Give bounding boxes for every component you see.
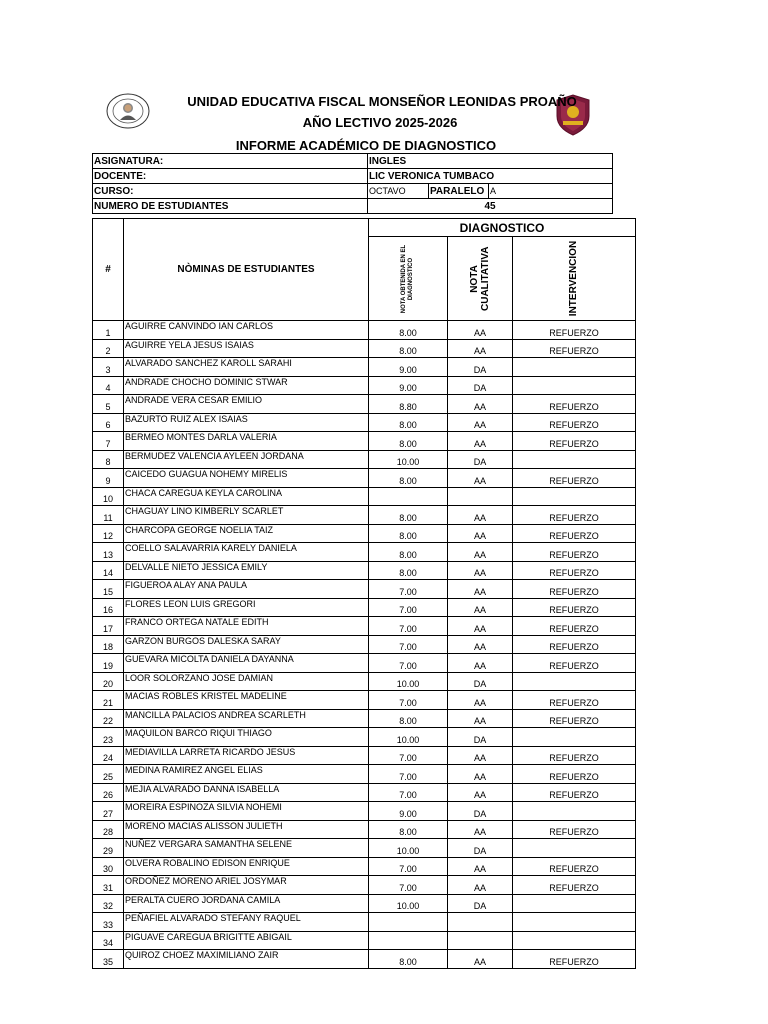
grade-value [369,931,448,950]
intervention-value [513,358,636,377]
student-name: AGUIRRE YELA JESUS ISAIAS [124,339,369,358]
grade-value: 7.00 [369,783,448,802]
grade-value: 8.00 [369,543,448,562]
table-row [93,820,636,839]
grade-value: 8.00 [369,524,448,543]
table-row [93,321,636,340]
student-name: BERMUDEZ VALENCIA AYLEEN JORDANA [124,450,369,469]
qualitative-value: AA [448,691,513,710]
table-row [93,894,636,913]
grade-value: 8.00 [369,950,448,969]
qualitative-value: AA [448,876,513,895]
table-row [93,395,636,414]
row-number: 1 [93,321,124,340]
student-name: BERMEO MONTES DARLA VALERIA [124,432,369,451]
intervention-value: REFUERZO [513,783,636,802]
grade-value: 8.00 [369,709,448,728]
student-name: MOREIRA ESPINOZA SILVIA NOHEMI [124,802,369,821]
qualitative-value [448,913,513,932]
qualitative-value: DA [448,802,513,821]
col-number-header: # [93,219,124,321]
intervention-value: REFUERZO [513,524,636,543]
grade-value: 7.00 [369,654,448,673]
intervention-value: REFUERZO [513,395,636,414]
qualitative-value: DA [448,376,513,395]
qualitative-value: DA [448,839,513,858]
qualitative-value: AA [448,635,513,654]
row-number: 18 [93,635,124,654]
row-number: 15 [93,580,124,599]
grade-value [369,487,448,506]
intervention-value: REFUERZO [513,432,636,451]
student-name: MEJIA ALVARADO DANNA ISABELLA [124,783,369,802]
qualitative-value: AA [448,746,513,765]
table-row [93,728,636,747]
qualitative-value: AA [448,820,513,839]
intervention-value [513,894,636,913]
intervention-value: REFUERZO [513,580,636,599]
school-year: AÑO LECTIVO 2025-2026 [302,115,458,130]
intervention-value [513,931,636,950]
intervention-value: REFUERZO [513,857,636,876]
qualitative-value: AA [448,506,513,525]
grade-value: 8.00 [369,561,448,580]
table-row [93,765,636,784]
student-name: MEDIAVILLA LARRETA RICARDO JESUS [124,746,369,765]
student-name: MORENO MACIAS ALISSON JULIETH [124,820,369,839]
qualitative-value: AA [448,783,513,802]
teacher-label: DOCENTE: [93,169,368,184]
col-intervention-header: INTERVENCION [513,237,636,321]
table-row [93,783,636,802]
qualitative-value: AA [448,339,513,358]
grade-value: 8.00 [369,339,448,358]
qualitative-value: AA [448,617,513,636]
table-row [93,432,636,451]
table-row [93,487,636,506]
subject-label: ASIGNATURA: [93,154,368,169]
grade-value: 7.00 [369,765,448,784]
intervention-value [513,839,636,858]
row-number: 9 [93,469,124,488]
grade-value: 10.00 [369,894,448,913]
subject-value: INGLES [368,154,613,169]
table-row [93,413,636,432]
qualitative-value: DA [448,894,513,913]
qualitative-value: AA [448,321,513,340]
student-name: PIGUAVE CAREGUA BRIGITTE ABIGAIL [124,931,369,950]
table-row [93,506,636,525]
row-number: 17 [93,617,124,636]
grade-value: 7.00 [369,598,448,617]
qualitative-value: AA [448,413,513,432]
student-name: OLVERA ROBALINO EDISON ENRIQUE [124,857,369,876]
grade-value: 8.00 [369,506,448,525]
col-grade-header: NOTA OBTENIDA EN EL DIAGNOSTICO [369,237,448,321]
row-number: 33 [93,913,124,932]
qualitative-value: AA [448,524,513,543]
qualitative-value: AA [448,598,513,617]
qualitative-value: AA [448,395,513,414]
intervention-value [513,802,636,821]
row-number: 27 [93,802,124,821]
student-name: DELVALLE NIETO JESSICA EMILY [124,561,369,580]
table-row [93,469,636,488]
intervention-value: REFUERZO [513,543,636,562]
intervention-value: REFUERZO [513,765,636,784]
table-row [93,913,636,932]
teacher-value: LIC VERONICA TUMBACO [368,169,613,184]
grade-value: 7.00 [369,857,448,876]
row-number: 21 [93,691,124,710]
qualitative-value: AA [448,469,513,488]
student-name: FLORES LEON LUIS GREGORI [124,598,369,617]
intervention-value [513,450,636,469]
col-names-header: NÒMINAS DE ESTUDIANTES [124,219,369,321]
table-row [93,524,636,543]
students-table [92,218,636,969]
grade-value: 7.00 [369,617,448,636]
qualitative-value: AA [448,950,513,969]
intervention-value: REFUERZO [513,339,636,358]
course-value: OCTAVO [368,184,429,199]
student-name: FRANCO ORTEGA NATALE EDITH [124,617,369,636]
student-name: PEÑAFIEL ALVARADO STEFANY RAQUEL [124,913,369,932]
intervention-value: REFUERZO [513,635,636,654]
row-number: 16 [93,598,124,617]
student-name: COELLO SALAVARRIA KARELY DANIELA [124,543,369,562]
grade-value: 9.00 [369,376,448,395]
grade-value: 7.00 [369,580,448,599]
table-row [93,950,636,969]
table-row [93,598,636,617]
grade-value: 9.00 [369,358,448,377]
qualitative-value: AA [448,857,513,876]
student-name: MANCILLA PALACIOS ANDREA SCARLETH [124,709,369,728]
row-number: 22 [93,709,124,728]
table-row [93,931,636,950]
intervention-value [513,913,636,932]
grade-value: 7.00 [369,635,448,654]
row-number: 5 [93,395,124,414]
row-number: 35 [93,950,124,969]
table-row [93,543,636,562]
course-info-table [92,153,613,214]
report-title: INFORME ACADÉMICO DE DIAGNOSTICO [235,138,497,153]
intervention-value: REFUERZO [513,413,636,432]
intervention-value: REFUERZO [513,321,636,340]
qualitative-value: AA [448,580,513,599]
grade-value: 10.00 [369,450,448,469]
student-name: MAQUILON BARCO RIQUI THIAGO [124,728,369,747]
grade-value: 8.00 [369,432,448,451]
qualitative-value [448,487,513,506]
intervention-value: REFUERZO [513,746,636,765]
student-name: ANDRADE CHOCHO DOMINIC STWAR [124,376,369,395]
row-number: 25 [93,765,124,784]
student-name: BAZURTO RUIZ ALEX ISAIAS [124,413,369,432]
grade-value: 7.00 [369,746,448,765]
grade-value: 10.00 [369,839,448,858]
student-name: GARZON BURGOS DALESKA SARAY [124,635,369,654]
grade-value: 7.00 [369,691,448,710]
grade-value: 8.00 [369,469,448,488]
intervention-value: REFUERZO [513,598,636,617]
student-name: ALVARADO SANCHEZ KAROLL SARAHI [124,358,369,377]
row-number: 30 [93,857,124,876]
row-number: 34 [93,931,124,950]
table-row [93,672,636,691]
table-row [93,450,636,469]
table-row [93,654,636,673]
table-row [93,709,636,728]
row-number: 3 [93,358,124,377]
grade-value: 10.00 [369,728,448,747]
row-number: 19 [93,654,124,673]
table-row [93,580,636,599]
student-name: NUÑEZ VERGARA SAMANTHA SELENE [124,839,369,858]
row-number: 32 [93,894,124,913]
row-number: 14 [93,561,124,580]
students-label: NUMERO DE ESTUDIANTES [93,199,368,214]
grade-value: 8.80 [369,395,448,414]
student-name: CAICEDO GUAGUA NOHEMY MIRELIS [124,469,369,488]
table-row [93,802,636,821]
intervention-value: REFUERZO [513,654,636,673]
grade-value: 9.00 [369,802,448,821]
students-value: 45 [368,199,613,214]
intervention-value: REFUERZO [513,617,636,636]
row-number: 23 [93,728,124,747]
row-number: 4 [93,376,124,395]
intervention-value [513,728,636,747]
intervention-value: REFUERZO [513,820,636,839]
intervention-value: REFUERZO [513,506,636,525]
grade-value: 8.00 [369,413,448,432]
qualitative-value: AA [448,561,513,580]
row-number: 29 [93,839,124,858]
intervention-value: REFUERZO [513,950,636,969]
diagnostic-group-header: DIAGNOSTICO [369,219,636,237]
qualitative-value: AA [448,543,513,562]
table-row [93,339,636,358]
row-number: 24 [93,746,124,765]
row-number: 31 [93,876,124,895]
table-row [93,876,636,895]
intervention-value: REFUERZO [513,469,636,488]
qualitative-value: AA [448,432,513,451]
course-label: CURSO: [93,184,368,199]
student-name: QUIROZ CHOEZ MAXIMILIANO ZAIR [124,950,369,969]
paralelo-label: PARALELO [429,184,489,199]
grade-value: 7.00 [369,876,448,895]
row-number: 20 [93,672,124,691]
student-name: PERALTA CUERO JORDANA CAMILA [124,894,369,913]
qualitative-value: DA [448,728,513,747]
table-row [93,691,636,710]
student-name: CHACA CAREGUA KEYLA CAROLINA [124,487,369,506]
row-number: 8 [93,450,124,469]
row-number: 6 [93,413,124,432]
row-number: 13 [93,543,124,562]
col-qualitative-header: NOTA CUALITATIVA [448,237,513,321]
row-number: 7 [93,432,124,451]
table-row [93,561,636,580]
row-number: 12 [93,524,124,543]
row-number: 10 [93,487,124,506]
intervention-value: REFUERZO [513,709,636,728]
student-name: AGUIRRE CANVINDO IAN CARLOS [124,321,369,340]
table-row [93,635,636,654]
row-number: 11 [93,506,124,525]
table-row [93,358,636,377]
student-name: MEDINA RAMIREZ ANGEL ELIAS [124,765,369,784]
student-name: GUEVARA MICOLTA DANIELA DAYANNA [124,654,369,673]
intervention-value: REFUERZO [513,561,636,580]
intervention-value [513,487,636,506]
table-row [93,857,636,876]
paralelo-value: A [489,184,613,199]
table-row [93,617,636,636]
row-number: 2 [93,339,124,358]
student-name: ORDOÑEZ MORENO ARIEL JOSYMAR [124,876,369,895]
intervention-value: REFUERZO [513,691,636,710]
student-name: CHAGUAY LINO KIMBERLY SCARLET [124,506,369,525]
grade-value: 10.00 [369,672,448,691]
qualitative-value: AA [448,765,513,784]
intervention-value: REFUERZO [513,876,636,895]
student-name: FIGUEROA ALAY ANA PAULA [124,580,369,599]
table-row [93,376,636,395]
student-name: LOOR SOLORZANO JOSE DAMIAN [124,672,369,691]
grade-value: 8.00 [369,321,448,340]
qualitative-value: AA [448,654,513,673]
qualitative-value: DA [448,672,513,691]
qualitative-value: DA [448,450,513,469]
intervention-value [513,376,636,395]
row-number: 28 [93,820,124,839]
qualitative-value [448,931,513,950]
row-number: 26 [93,783,124,802]
table-row [93,839,636,858]
table-row [93,746,636,765]
grade-value: 8.00 [369,820,448,839]
qualitative-value: AA [448,709,513,728]
school-name: UNIDAD EDUCATIVA FISCAL MONSEÑOR LEONIDAS PROAÑO [187,94,577,109]
grade-value [369,913,448,932]
student-name: MACIAS ROBLES KRISTEL MADELINE [124,691,369,710]
student-name: ANDRADE VERA CESAR EMILIO [124,395,369,414]
intervention-value [513,672,636,691]
student-name: CHARCOPA GEORGE NOELIA TAIZ [124,524,369,543]
qualitative-value: DA [448,358,513,377]
